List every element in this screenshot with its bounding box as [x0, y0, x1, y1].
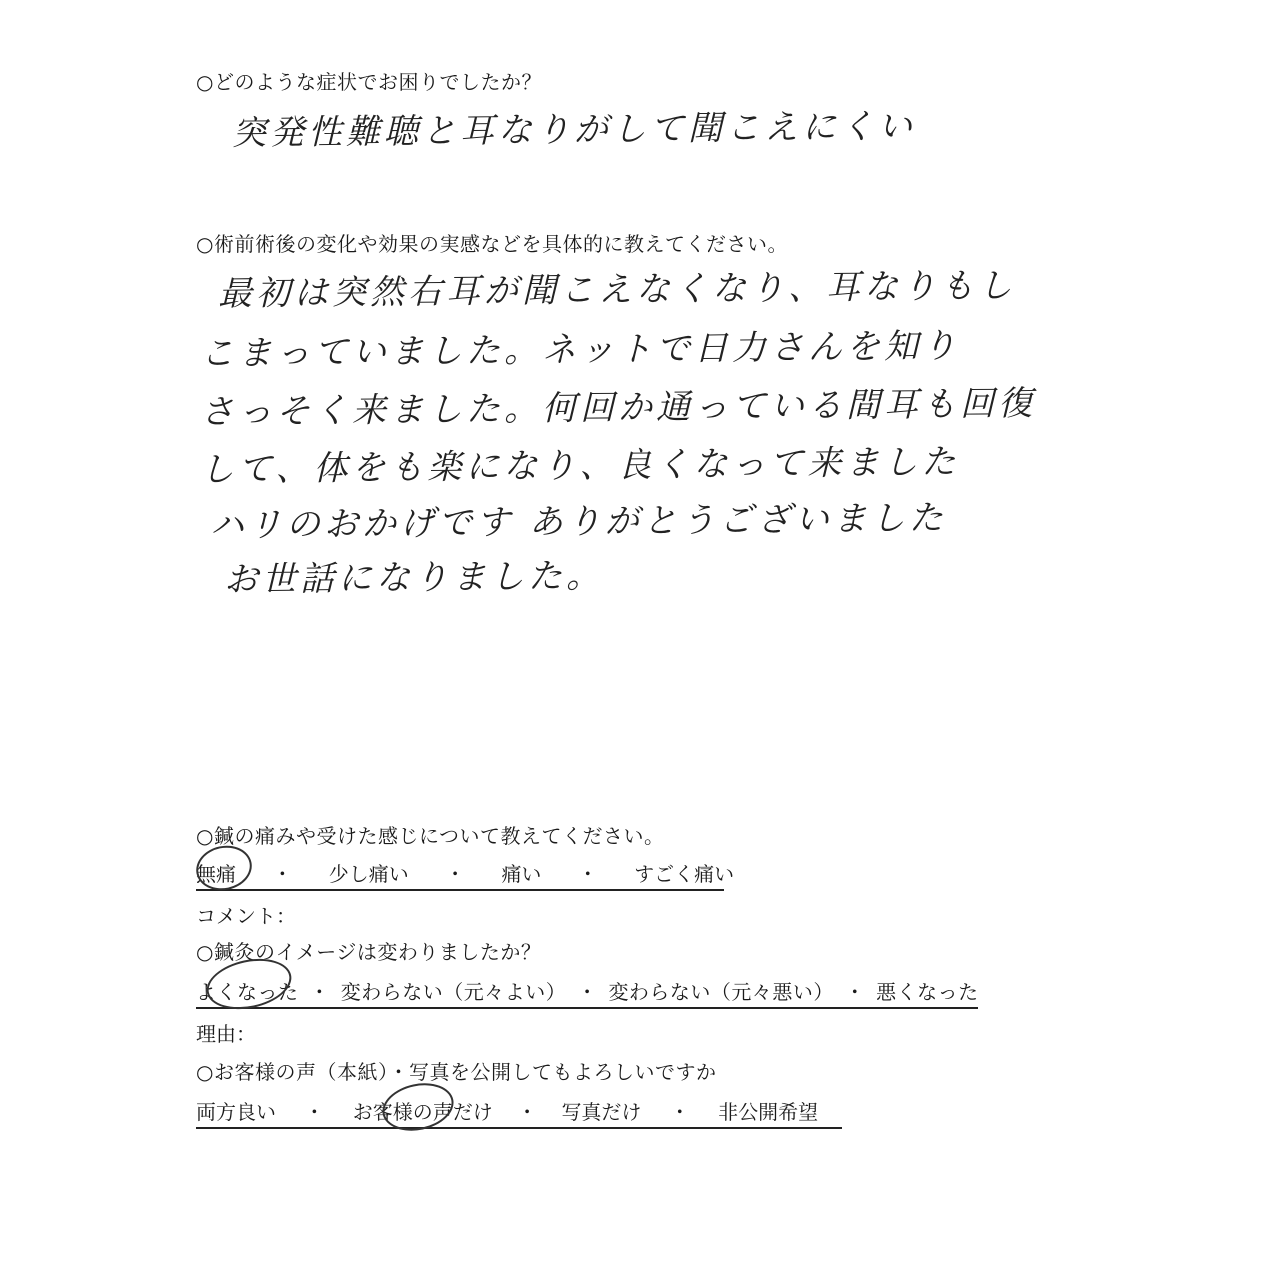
option-both-ok[interactable]: 両方良い	[196, 1100, 276, 1124]
image-change-options: よくなった ・ 変わらない（元々よい） ・ 変わらない（元々悪い） ・ 悪くなった	[196, 976, 978, 1009]
option-no-pain[interactable]: 無痛	[196, 862, 236, 886]
handwritten-answer-line-4: して、体をも楽になり、良くなって来ました	[199, 442, 960, 490]
handwritten-answer-line-3: さっそく来ました。何回か通っている間耳も回復	[199, 383, 1037, 433]
option-photo-only[interactable]: 写真だけ	[561, 1100, 642, 1124]
question-changes: ○術前術後の変化や効果の実感などを具体的に教えてください。	[196, 232, 788, 256]
option-slight-pain[interactable]: 少し痛い	[328, 862, 409, 886]
handwritten-answer-line-2: こまっていました。ネットで日力さんを知り	[199, 326, 961, 374]
option-voice-only[interactable]: お客様の声だけ	[352, 1100, 493, 1124]
option-worsened[interactable]: 悪くなった	[876, 980, 979, 1004]
handwritten-answer-line-6: お世話になりました。	[223, 556, 605, 600]
question-image-change: ○鍼灸のイメージは変わりましたか？	[196, 940, 542, 964]
option-improved[interactable]: よくなった	[196, 980, 299, 1004]
option-private[interactable]: 非公開希望	[718, 1100, 819, 1124]
handwritten-answer-line-1: 最初は突然右耳が聞こえなくなり、耳なりもし	[217, 265, 1017, 315]
handwritten-answer-symptoms: 突発性難聴と耳なりがして聞こえにくい	[231, 106, 917, 154]
option-unchanged-good[interactable]: 変わらない（元々よい）	[340, 980, 567, 1004]
pain-options: 無痛 ・ 少し痛い ・ 痛い ・ すごく痛い	[196, 858, 724, 891]
handwritten-answer-line-5: ハリのおかげです ありがとうございました	[209, 498, 948, 546]
question-publish-consent: ○お客様の声（本紙）・写真を公開してもよろしいですか	[196, 1060, 717, 1084]
reason-label: 理由：	[196, 1022, 256, 1046]
question-needle-pain: ○鍼の痛みや受けた感じについて教えてください。	[196, 824, 665, 848]
option-pain[interactable]: 痛い	[501, 862, 542, 886]
comment-label: コメント：	[196, 904, 296, 928]
question-symptoms: ○どのような症状でお困りでしたか？	[196, 70, 542, 94]
publish-options: 両方良い ・ お客様の声だけ ・ 写真だけ ・ 非公開希望	[196, 1096, 842, 1129]
option-unchanged-bad[interactable]: 変わらない（元々悪い）	[608, 980, 834, 1004]
option-severe-pain[interactable]: すごく痛い	[634, 862, 735, 886]
